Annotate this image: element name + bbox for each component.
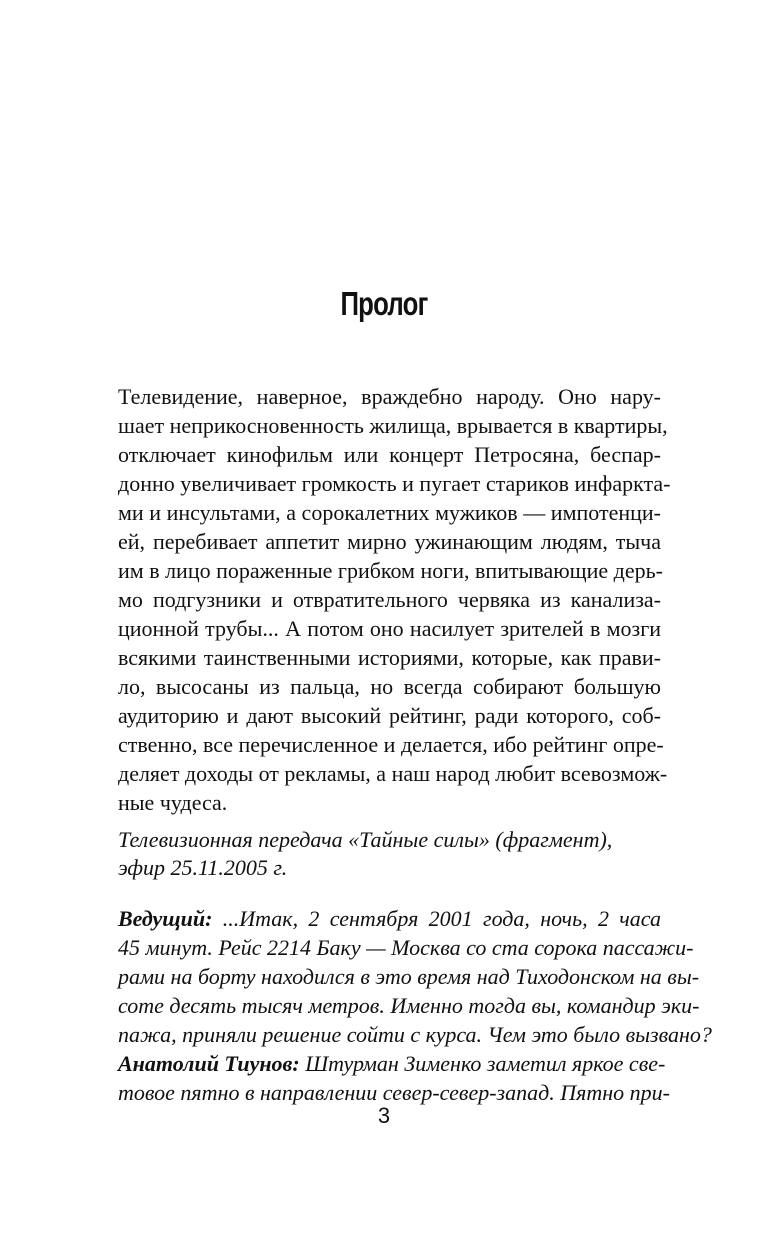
dialogue-line: пажа, приняли решение сойти с курса. Чем это было вызвано? [118, 1022, 712, 1047]
body-line: аудиторию и дают высокий рейтинг, ради которого, соб- [118, 703, 661, 728]
body-line: мо подгузники и отвратительного червяка из канализа- [118, 587, 661, 612]
body-line: ционной трубы... А потом оно насилует зрителей в мозги [118, 616, 661, 641]
body-line: шает неприкосновенность жилища, врывается в квартиры, [118, 413, 668, 438]
body-line: ми и инсультами, а сорокалетних мужиков — импотенци- [118, 500, 661, 525]
dialogue-line [118, 904, 661, 933]
dialogue [118, 904, 712, 1107]
dialogue-line: 45 минут. Рейс 2214 Баку — Москва со ста сорока пассажи- [118, 935, 694, 960]
dialogue-text: ...Итак, 2 сентября 2001 года, ночь, 2 часа [212, 906, 661, 931]
epigraph-line: эфир 25.11.2005 г. [118, 855, 288, 880]
body-line: ные чудеса. [118, 790, 228, 815]
body-line: отключает кинофильм или концерт Петросяна, беспар- [118, 442, 661, 467]
body-line: всякими таинственными историями, которые, как прави- [118, 645, 661, 670]
body-line: ей, перебивает аппетит мирно ужинающим людям, тыча [118, 529, 661, 554]
speaker-name: Анатолий Тиунов: [118, 1051, 300, 1076]
dialogue-line: соте десять тысяч метров. Именно тогда вы, командир эки- [118, 993, 700, 1018]
dialogue-line: рами на борту находился в это время над Тиходонском на вы- [118, 964, 700, 989]
body-line: ло, высосаны из пальца, но всегда собирают большую [118, 674, 661, 699]
dialogue-line [118, 1049, 666, 1078]
speaker-name: Ведущий: [118, 906, 213, 931]
epigraph-line: Телевизионная передача «Тайные силы» (фрагмент), [118, 827, 613, 852]
body-line: деляет доходы от рекламы, а наш народ любит всевозмож- [118, 761, 668, 786]
body-line: Телевидение, наверное, враждебно народу. Оно нару- [118, 384, 661, 409]
epigraph [118, 826, 661, 882]
body-line: им в лицо пораженные грибком ноги, впитывающие дерь- [118, 558, 663, 583]
body-paragraph [118, 382, 671, 817]
dialogue-line: товое пятно в направлении север-север-запад. Пятно при- [118, 1080, 670, 1105]
body-line: ственно, все перечисленное и делается, ибо рейтинг опре- [118, 732, 664, 757]
body-line: донно увеличивает громкость и пугает стариков инфаркта- [118, 471, 671, 496]
dialogue-text: Штурман Зименко заметил яркое све- [299, 1051, 666, 1076]
chapter-title: Пролог [340, 285, 428, 322]
page-number: 3 [377, 1103, 391, 1128]
